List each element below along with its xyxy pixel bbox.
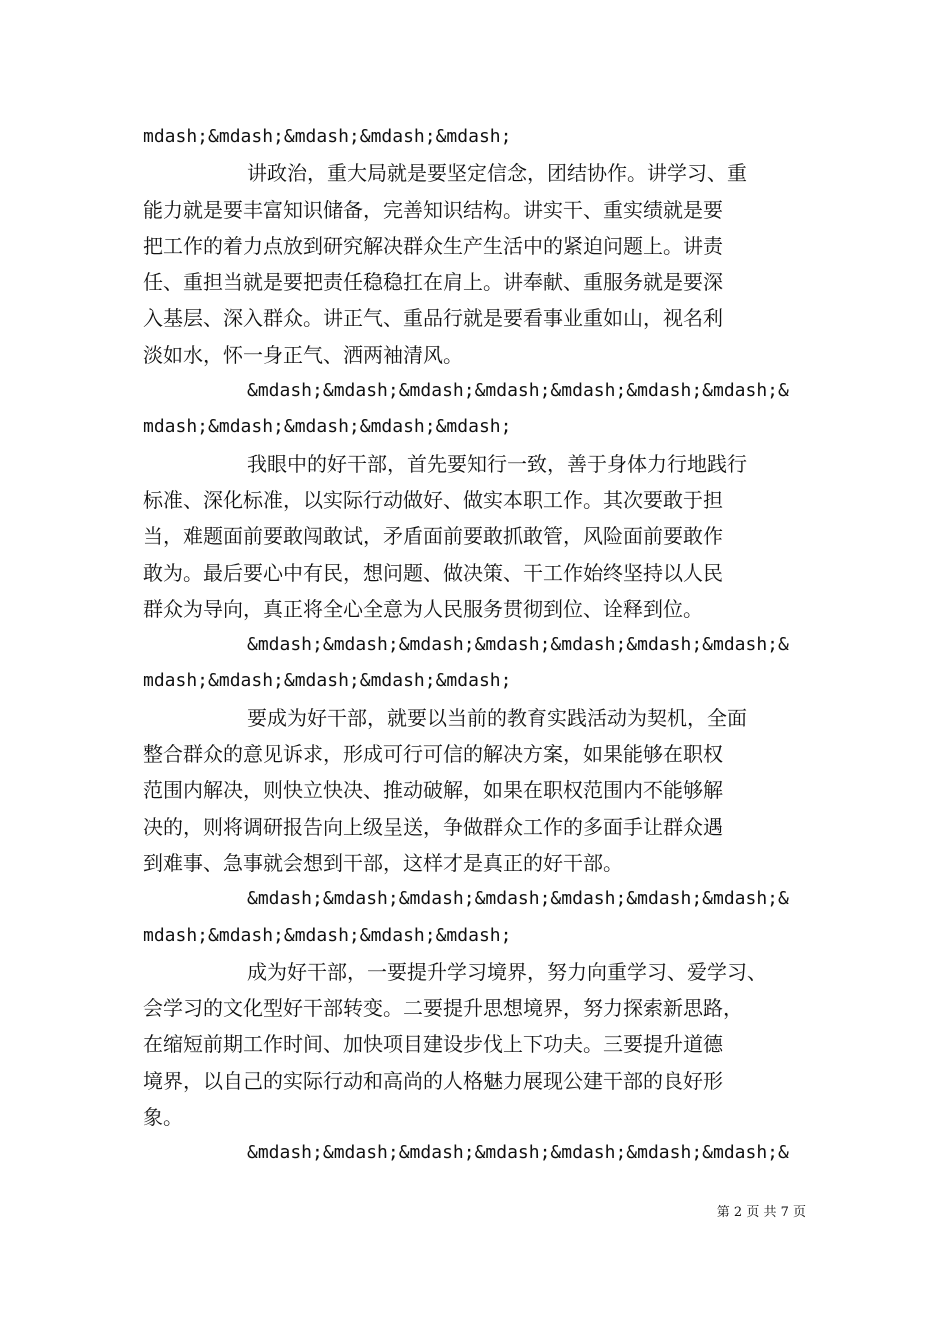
separator-line: mdash;&mdash;&mdash;&mdash;&mdash; xyxy=(143,126,512,147)
separator-line: &mdash;&mdash;&mdash;&mdash;&mdash;&mdash;&mdash;& xyxy=(247,634,789,656)
text-line: 淡如水，怀一身正气、洒两袖清风。 xyxy=(143,342,463,367)
text-line: 讲政治，重大局就是要坚定信念，团结协作。讲学习、重 xyxy=(247,161,747,186)
text-line: 到难事、急事就会想到干部，这样才是真正的好干部。 xyxy=(143,850,623,875)
separator-line: &mdash;&mdash;&mdash;&mdash;&mdash;&mdash;&mdash;& xyxy=(247,1142,789,1164)
text-line: 在缩短前期工作时间、加快项目建设步伐上下功夫。三要提升道德 xyxy=(143,1032,723,1057)
separator-line: &mdash;&mdash;&mdash;&mdash;&mdash;&mdash;&mdash;& xyxy=(247,888,789,910)
text-line: 入基层、深入群众。讲正气、重品行就是要看事业重如山，视名利 xyxy=(143,306,723,331)
text-line: 会学习的文化型好干部转变。二要提升思想境界，努力探索新思路， xyxy=(143,996,743,1021)
text-line: 能力就是要丰富知识储备，完善知识结构。讲实干、重实绩就是要 xyxy=(143,197,723,222)
text-line: 境界，以自己的实际行动和高尚的人格魅力展现公建干部的良好形 xyxy=(143,1068,723,1093)
separator-line: mdash;&mdash;&mdash;&mdash;&mdash; xyxy=(143,670,512,692)
text-line: 任、重担当就是要把责任稳稳扛在肩上。讲奉献、重服务就是要深 xyxy=(143,270,723,295)
text-line: 整合群众的意见诉求，形成可行可信的解决方案，如果能够在职权 xyxy=(143,742,723,767)
text-line: 决的，则将调研报告向上级呈送，争做群众工作的多面手让群众遇 xyxy=(143,814,723,839)
separator-line: mdash;&mdash;&mdash;&mdash;&mdash; xyxy=(143,416,512,438)
separator-line: &mdash;&mdash;&mdash;&mdash;&mdash;&mdash;&mdash;& xyxy=(247,380,789,402)
text-line: 标准、深化标准，以实际行动做好、做实本职工作。其次要敢于担 xyxy=(143,487,723,512)
separator-line: mdash;&mdash;&mdash;&mdash;&mdash; xyxy=(143,924,512,946)
text-line: 我眼中的好干部，首先要知行一致，善于身体力行地践行 xyxy=(247,451,747,476)
text-line: 敢为。最后要心中有民，想问题、做决策、干工作始终坚持以人民 xyxy=(143,560,723,585)
text-line: 要成为好干部，就要以当前的教育实践活动为契机，全面 xyxy=(247,705,747,730)
text-line: 把工作的着力点放到研究解决群众生产生活中的紧迫问题上。讲责 xyxy=(143,233,723,258)
text-line: 范围内解决，则快立快决、推动破解，如果在职权范围内不能够解 xyxy=(143,778,723,803)
text-line: 象。 xyxy=(143,1105,183,1130)
text-line: 当，难题面前要敢闯敢试，矛盾面前要敢抓敢管，风险面前要敢作 xyxy=(143,524,723,549)
text-line: 成为好干部，一要提升学习境界，努力向重学习、爱学习、 xyxy=(247,959,767,984)
page-number-footer: 第 2 页 共 7 页 xyxy=(716,1205,806,1220)
document-body xyxy=(143,119,823,1172)
text-line: 群众为导向，真正将全心全意为人民服务贯彻到位、诠释到位。 xyxy=(143,596,703,621)
